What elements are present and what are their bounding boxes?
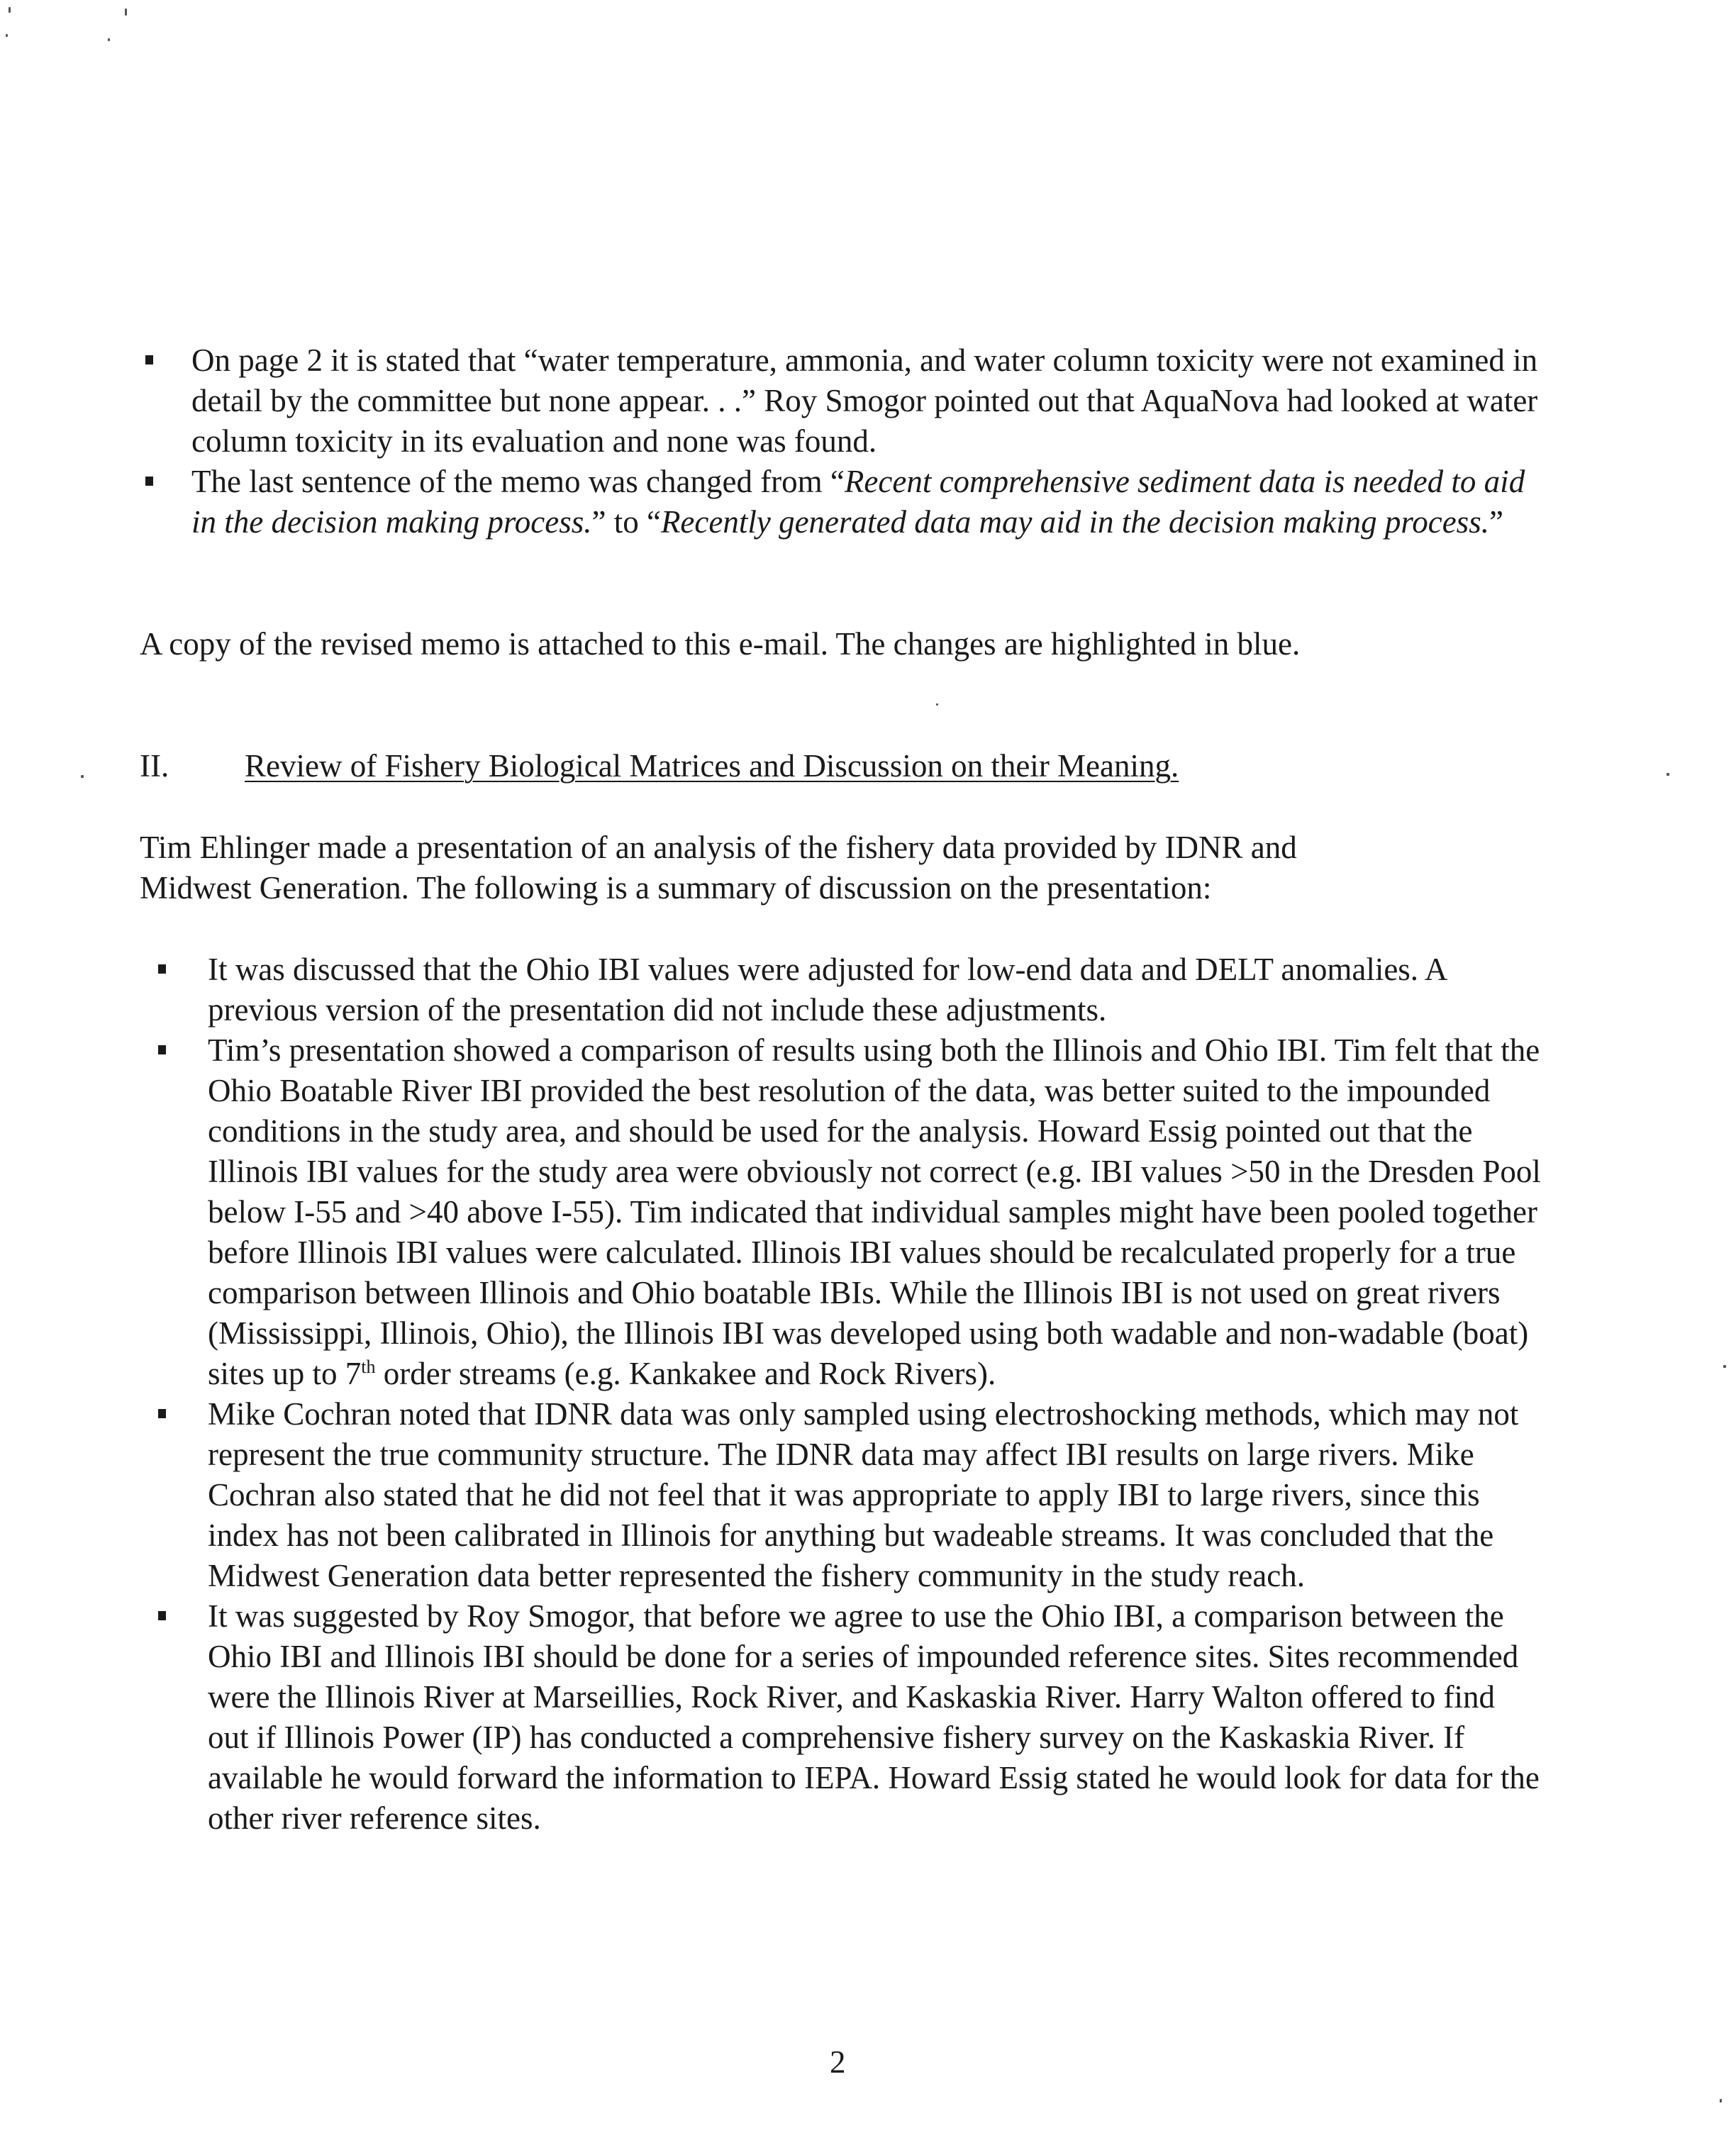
bullet-item <box>208 1030 1541 1394</box>
bullet-marker-icon <box>145 477 153 486</box>
bullet-marker-icon <box>158 1611 166 1620</box>
bullet-text: Mike Cochran noted that IDNR data was only sampled using electroshocking methods, which may not represent the true community structure. The IDNR data may affect IBI results on large rivers. Mike Cochran also stated that he did not feel that it was appropriate to apply IBI to large rivers, since this index has not been calibrated in Illinois for anything but wadeable streams. It was concluded that the Midwest Generation data better represented the fishery community in the study reach. <box>208 1396 1519 1593</box>
page-number: 2 <box>830 2044 846 2080</box>
bullet-item <box>191 462 1539 542</box>
scan-speck <box>81 775 84 778</box>
scan-speck <box>1723 1365 1726 1368</box>
quoted-text: Recent comprehensive sediment data is needed to aid in the decision making process. <box>191 464 1525 540</box>
scan-speck <box>9 7 11 13</box>
bullet-text: It was discussed that the Ohio IBI values were adjusted for low-end data and DELT anomalies. A previous version of the presentation did not include these adjustments. <box>208 952 1446 1027</box>
bullet-text: The last sentence of the memo was changed from “ <box>191 464 845 499</box>
bullet-item <box>208 1596 1541 1839</box>
bullet-item <box>191 340 1539 462</box>
discussion-bullet-list <box>208 949 1541 1839</box>
bullet-text: It was suggested by Roy Smogor, that before we agree to use the Ohio IBI, a comparison between the Ohio IBI and Illinois IBI should be done for a series of impounded reference sites. Sites recommended were the Illinois River at Marseillies, Rock River, and Kaskaskia River. Harry Walton offered to find out if Illinois Power (IP) has conducted a comprehensive fishery survey on the Kaskaskia River. If available he would forward the information to IEPA. Howard Essig stated he would look for data for the other river reference sites. <box>208 1598 1540 1836</box>
section-number: II. <box>140 748 169 784</box>
scan-speck <box>108 38 110 41</box>
bullet-marker-icon <box>158 1045 166 1054</box>
bullet-text: ” to “ <box>591 504 661 540</box>
section-title: Review of Fishery Biological Matrices and Discussion on their Meaning. <box>245 748 1179 784</box>
bullet-item <box>208 1394 1541 1596</box>
superscript: th <box>361 1357 376 1377</box>
scan-speck <box>1720 2099 1722 2103</box>
bullet-text: ” <box>1489 504 1503 540</box>
intro-paragraph: Tim Ehlinger made a presentation of an analysis of the fishery data provided by IDNR and Midwest Generation. The following is a summary of discussion on the presentation: <box>140 830 1297 906</box>
scan-speck <box>125 9 127 16</box>
quoted-text: Recently generated data may aid in the decision making process. <box>660 504 1489 540</box>
bullet-marker-icon <box>158 964 166 974</box>
scan-speck <box>936 703 938 706</box>
bullet-text: On page 2 it is stated that “water temperature, ammonia, and water column toxicity were not examined in detail by the committee but none appear. . .” Roy Smogor pointed out that AquaNova had looked at water column toxicity in its evaluation and none was found. <box>191 342 1538 459</box>
bullet-item <box>208 949 1541 1030</box>
memo-note: A copy of the revised memo is attached to this e-mail. The changes are highlighted in blue. <box>140 626 1301 662</box>
scan-speck <box>1667 773 1669 776</box>
bullet-marker-icon <box>158 1409 166 1418</box>
scan-speck <box>6 34 8 37</box>
bullet-text: Tim’s presentation showed a comparison of results using both the Illinois and Ohio IBI. Tim felt that the Ohio Boatable River IBI provided the best resolution of the data, was better suited to the impounded conditions in the study area, and should be used for the analysis. Howard Essig pointed out that the Illinois IBI values for the study area were obviously not correct (e.g. IBI values >50 in the Dresden Pool below I-55 and >40 above I-55). Tim indicated that individual samples might have been pooled together before Illinois IBI values were calculated. Illinois IBI values should be recalculated properly for a true comparison between Illinois and Ohio boatable IBIs. While the Illinois IBI is not used on great rivers (Mississippi, Illinois, Ohio), the Illinois IBI was developed using both wadable and non-wadable (boat) sites up to 7 <box>208 1032 1541 1391</box>
top-bullet-list <box>191 340 1539 542</box>
bullet-marker-icon <box>145 355 153 364</box>
bullet-text: order streams (e.g. Kankakee and Rock Rivers). <box>375 1356 996 1391</box>
